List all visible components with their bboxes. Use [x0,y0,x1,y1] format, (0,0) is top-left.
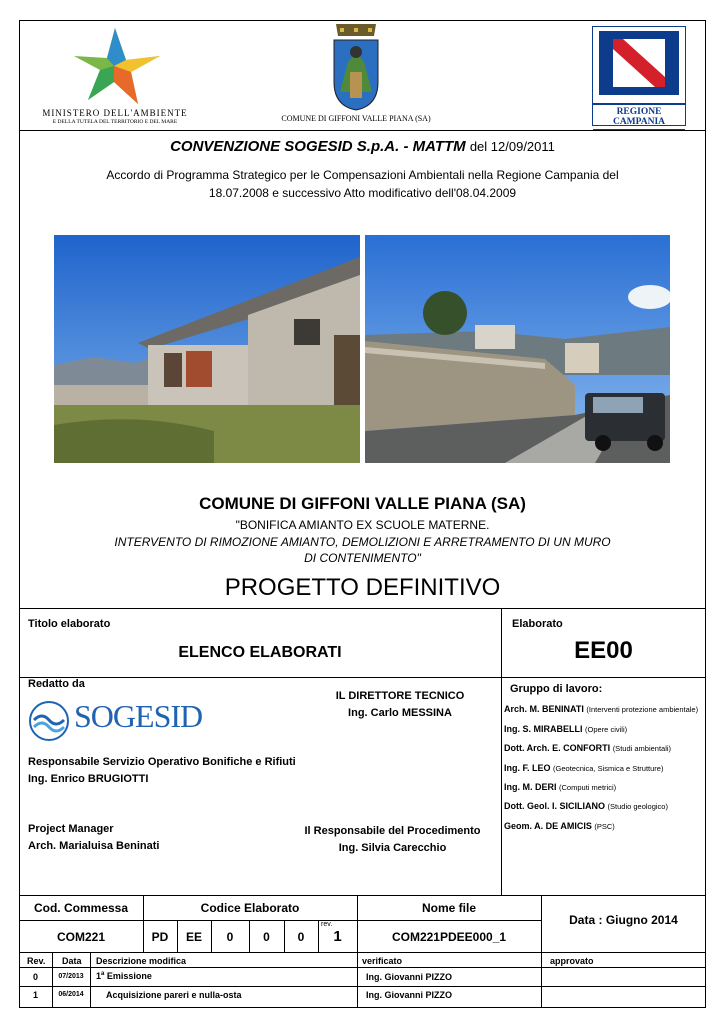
rev-row-1-data: 06/2014 [58,991,84,998]
ministry-logo [30,26,200,126]
codes-sep-3 [541,895,542,1008]
sogesid-logo [28,698,208,744]
project-comune-title: COMUNE DI GIFFONI VALLE PIANA (SA) [199,494,526,513]
convention-date: del 12/09/2011 [469,139,555,154]
rev-row-border [19,986,706,987]
redatto-label: Redatto da [28,678,85,690]
rev-header-data: Data [62,956,82,966]
gruppo-label: Gruppo di lavoro: [510,683,603,695]
rev-row-1-rev: 1 [32,990,38,1000]
convention-line2: 18.07.2008 e successivo Atto modificativo dell'08.04.2009 [208,186,517,200]
rev-sep-1 [52,952,53,1008]
convention-line1: Accordo di Programma Strategico per le Compensazioni Ambientali nella Regione Campania del [106,168,619,182]
codes-top-border [19,895,706,896]
rev-row-1-verificato: Ing. Giovanni PIZZO [366,990,453,1000]
sogesid-wave-icon [28,700,70,742]
code-digit-2: 0 [263,930,270,944]
convention-title [19,138,706,155]
ministry-subname: E DELLA TUTELA DEL TERRITORIO E DEL MARE [52,119,178,125]
photo-wall [365,235,670,463]
rev-header-approvato: approvato [550,956,594,966]
comune-caption: COMUNE DI GIFFONI VALLE PIANA (SA) [281,114,431,123]
header-divider [19,130,706,131]
rev-header-verificato: verificato [362,956,403,966]
team-member: Ing. M. DERI (Computi metrici) [504,782,617,792]
rup-name: Ing. Silvia Carecchio [338,842,447,854]
crest-icon [328,22,384,112]
team-member: Dott. Geol. I. SICILIANO (Studio geologico) [504,801,668,811]
ministry-name: MINISTERO DELL'AMBIENTE [42,108,188,118]
titolo-value: ELENCO ELABORATI [178,644,342,661]
data-label: Data : Giugno 2014 [569,913,678,927]
project-subtitle-3: DI CONTENIMENTO" [304,551,421,565]
rev-label: rev. [321,921,333,928]
rev-header-border [19,967,706,968]
direttore-title: IL DIRETTORE TECNICO [335,690,465,702]
rev-sep-2 [90,952,91,1008]
phase-divider [19,608,706,609]
project-phase: PROGETTO DEFINITIVO [224,574,501,601]
team-member: Ing. S. MIRABELLI (Opere civili) [504,724,628,734]
rev-row-0-data: 07/2013 [58,973,84,980]
region-emblem-icon [599,31,679,95]
nome-file-value: COM221PDEE000_1 [391,930,507,944]
region-logo [592,26,686,126]
code-digit-3: 0 [297,930,305,944]
region-shield [599,31,679,95]
rev-row-0-verificato: Ing. Giovanni PIZZO [366,972,453,982]
rev-header-rev: Rev. [27,956,46,966]
team-member: Dott. Arch. E. CONFORTI (Studi ambientali) [504,743,672,753]
codes-mid-border [19,920,541,921]
team-member: Geom. A. DE AMICIS (PSC) [504,821,615,831]
direttore-name: Ing. Carlo MESSINA [348,707,452,719]
comune-crest [328,22,384,112]
project-subtitle-1: "BONIFICA AMIANTO EX SCUOLE MATERNE. [235,518,490,532]
elaborato-label: Elaborato [512,618,563,630]
pm-name: Arch. Marialuisa Beninati [28,840,160,852]
rev-header-desc: Descrizione modifica [96,956,187,966]
code-ee: EE [185,930,202,944]
pm-title: Project Manager [28,823,114,835]
photo-building [54,235,360,463]
commessa-value: COM221 [56,930,106,944]
titolo-divider [19,677,706,678]
rup-title: Il Responsabile del Procedimento [304,825,481,837]
commessa-label: Cod. Commessa [33,901,129,915]
rev-value: 1 [333,928,342,945]
rev-row-1-desc: Acquisizione pareri e nulla-osta [106,990,242,1000]
project-subtitle-2: INTERVENTO DI RIMOZIONE AMIANTO, DEMOLIZIONI E ARRETRAMENTO DI UN MURO [114,535,611,549]
rev-row-0-rev: 0 [32,972,38,982]
codice-label: Codice Elaborato [200,901,300,915]
nome-label: Nome file [421,901,476,915]
ministry-star-icon [30,26,200,106]
codes-bottom-border [19,952,706,953]
elaborato-value: EE00 [574,637,633,664]
sogesid-wordmark: SOGESID [74,698,203,734]
convention-name: CONVENZIONE SOGESID S.p.A. - MATTM [170,138,466,155]
resp-title: Responsabile Servizio Operativo Bonifiche e Rifiuti [28,756,296,768]
rev-row-0-desc: 1$^a$ Emissione [96,971,152,981]
code-pd: PD [151,930,169,944]
team-member: Arch. M. BENINATI (Interventi protezione ambientale) [504,704,699,714]
team-member: Ing. F. LEO (Geotecnica, Sismica e Strutture) [504,763,664,773]
titolo-label: Titolo elaborato [28,618,111,630]
region-caption: REGIONE CAMPANIA [593,103,685,131]
resp-name: Ing. Enrico BRUGIOTTI [28,773,149,785]
code-digit-1: 0 [226,930,234,944]
